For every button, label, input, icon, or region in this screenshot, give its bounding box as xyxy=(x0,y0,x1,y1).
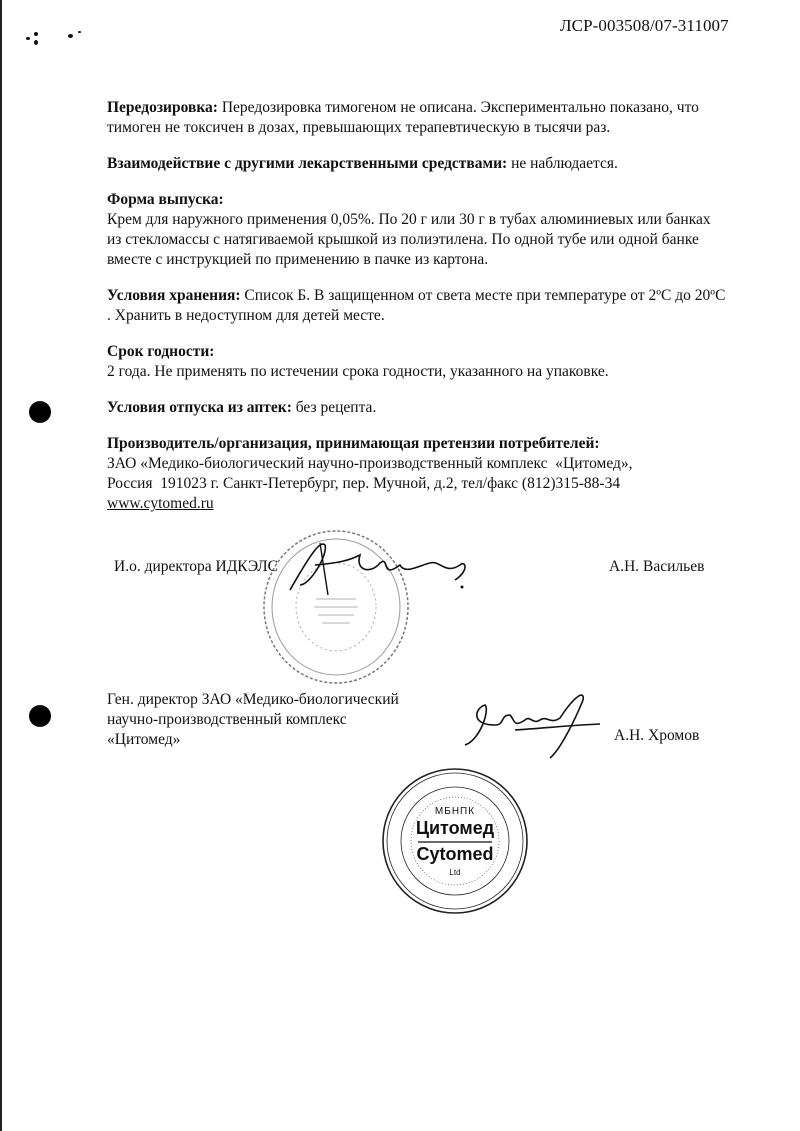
section-heading: Взаимодействие с другими лекарственными средствами: xyxy=(107,155,508,172)
section-heading: Форма выпуска: xyxy=(107,191,224,208)
manufacturer-address: Россия 191023 г. Санкт-Петербург, пер. Мучной, д.2, тел/факс (812)315-88-34 xyxy=(107,475,621,492)
title-line: Ген. директор ЗАО «Медико-биологический xyxy=(107,691,399,708)
section-text: без рецепта. xyxy=(291,399,377,416)
section-text: не наблюдается. xyxy=(507,155,618,172)
section-text: Список Б. В защищенном от света месте при температуре от 2ºС до 20ºС . Хранить в недоступном для детей месте. xyxy=(107,287,726,324)
section-heading: Передозировка: xyxy=(107,99,218,116)
section-overdose xyxy=(107,98,727,138)
section-heading: Условия хранения: xyxy=(107,287,241,304)
stamp-rings xyxy=(380,766,530,916)
punch-hole xyxy=(29,705,51,727)
signature-khromov xyxy=(455,690,605,760)
company-stamp-cytomed xyxy=(380,766,530,916)
stamp-logo-en: Cytomed xyxy=(416,844,494,864)
section-manufacturer xyxy=(107,434,727,514)
section-interactions xyxy=(107,154,727,174)
section-text: Передозировка тимогеном не описана. Экспериментально показано, что тимоген не токсичен в дозах, превышающих терапевтическую в тысячи раз. xyxy=(107,99,699,136)
scan-edge xyxy=(0,0,2,1131)
stamp-logo-ru: Цитомед xyxy=(415,818,495,838)
section-storage xyxy=(107,286,727,326)
website-link[interactable]: www.cytomed.ru xyxy=(107,495,214,512)
punch-hole xyxy=(29,401,51,423)
stamp-suffix: Ltd xyxy=(449,868,461,877)
title-line: «Цитомед» xyxy=(107,731,181,748)
stamp-top-text: МБНПК xyxy=(434,806,476,817)
manufacturer-name: ЗАО «Медико-биологический научно-производственный комплекс «Цитомед», xyxy=(107,455,633,472)
section-heading: Срок годности: xyxy=(107,343,215,360)
section-text: 2 года. Не применять по истечении срока годности, указанного на упаковке. xyxy=(107,363,609,380)
section-heading: Условия отпуска из аптек: xyxy=(107,399,292,416)
document-body xyxy=(107,98,727,530)
section-shelf-life xyxy=(107,342,727,382)
section-heading: Производитель/организация, принимающая претензии потребителей: xyxy=(107,435,600,452)
signature-vasiliev xyxy=(280,535,480,605)
signatory-2-title xyxy=(107,690,399,750)
section-release-form xyxy=(107,190,727,270)
title-line: научно-производственный комплекс xyxy=(107,711,347,728)
signatory-2-name: А.Н. Хромов xyxy=(614,727,700,744)
signatory-1-title: И.о. директора ИДКЭЛС xyxy=(114,558,278,575)
signatory-1-name: А.Н. Васильев xyxy=(609,558,705,575)
section-text: Крем для наружного применения 0,05%. По 20 г или 30 г в тубах алюминиевых или банках из стекломассы с натягиваемой крышкой из полиэтилена. По одной тубе или одной банке вместе с инструкцией по применению в пачке из картона. xyxy=(107,211,711,268)
registration-number: ЛСР-003508/07-311007 xyxy=(560,16,729,35)
section-dispensing xyxy=(107,398,727,418)
